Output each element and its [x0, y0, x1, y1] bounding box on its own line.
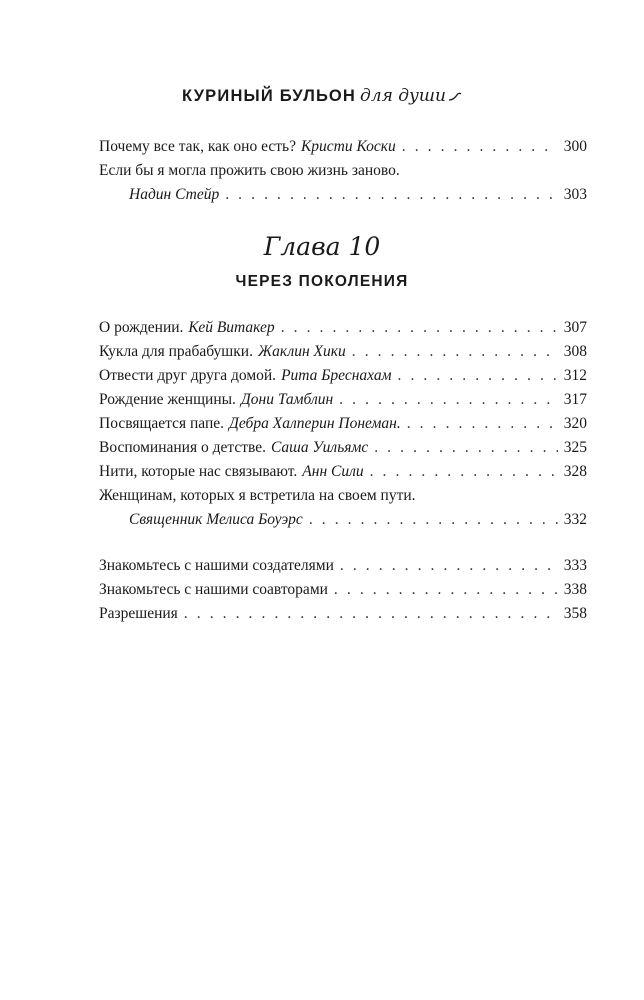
entry-page: 317 [563, 391, 587, 408]
entry-title: Почему все так, как оно есть? [99, 138, 296, 155]
toc-section-chapter [99, 316, 587, 532]
leader-dots [281, 316, 558, 340]
entry-page: 325 [563, 439, 587, 456]
entry-title: Воспоминания о детстве. [99, 439, 266, 456]
toc-section-top [99, 135, 587, 207]
entry-title: Кукла для прабабушки. [99, 343, 253, 360]
leader-dots [309, 508, 558, 532]
entry-author: Кей Витакер [188, 319, 275, 336]
leader-dots [407, 412, 558, 436]
entry-title: Женщинам, которых я встретила на своем пути. [99, 487, 416, 504]
leader-dots [398, 364, 558, 388]
entry-title: Отвести друг друга домой. [99, 367, 277, 384]
toc-entry-continuation[interactable] [99, 183, 587, 207]
entry-author: Священник Мелиса Боуэрс [129, 511, 303, 528]
entry-author: Надин Стейр [129, 186, 220, 203]
leader-dots [225, 183, 558, 207]
leader-dots [334, 578, 558, 602]
entry-page: 358 [563, 605, 587, 622]
leader-dots [374, 436, 558, 460]
entry-page: 307 [563, 319, 587, 336]
entry-author: Анн Сили [302, 463, 364, 480]
entry-title: Знакомьтесь с нашими создателями [99, 557, 334, 574]
toc-entry[interactable] [99, 484, 587, 508]
leader-dots [370, 460, 558, 484]
toc-entry[interactable] [99, 159, 587, 183]
toc-entry[interactable] [99, 436, 587, 460]
entry-title: Если бы я могла прожить свою жизнь заново. [99, 162, 400, 179]
entry-page: 328 [563, 463, 587, 480]
entry-page: 312 [563, 367, 587, 384]
entry-author: Жаклин Хики [257, 343, 346, 360]
entry-page: 308 [563, 343, 587, 360]
entry-author: Рита Бреснахам [281, 367, 392, 384]
entry-author: Саша Уильямс [270, 439, 369, 456]
entry-page: 338 [563, 581, 587, 598]
chapter-label: Глава 10 [263, 232, 381, 261]
chapter-title: ЧЕРЕЗ ПОКОЛЕНИЯ [235, 273, 409, 290]
entry-title: Посвящается папе. [99, 415, 225, 432]
toc-entry[interactable] [99, 388, 587, 412]
toc-entry[interactable] [99, 364, 587, 388]
entry-author: Кристи Коски [300, 138, 396, 155]
leader-dots [402, 135, 558, 159]
toc-entry[interactable] [99, 554, 587, 578]
toc-entry[interactable] [99, 602, 587, 626]
toc-entry[interactable] [99, 460, 587, 484]
flourish-icon [448, 91, 462, 103]
toc-entry[interactable] [99, 316, 587, 340]
toc-entry-continuation[interactable] [99, 508, 587, 532]
leader-dots [339, 388, 558, 412]
entry-title: Нити, которые нас связывают. [99, 463, 298, 480]
entry-page: 300 [563, 138, 587, 155]
running-head-title: КУРИНЫЙ БУЛЬОН [182, 87, 357, 105]
entry-page: 320 [563, 415, 587, 432]
running-head-script: для души [360, 86, 446, 106]
leader-dots [340, 554, 558, 578]
entry-title: Знакомьтесь с нашими соавторами [99, 581, 328, 598]
leader-dots [184, 602, 558, 626]
entry-title: Разрешения [99, 605, 178, 622]
toc-entry[interactable] [99, 412, 587, 436]
toc-section-back [99, 554, 587, 626]
entry-title: Рождение женщины. [99, 391, 236, 408]
entry-page: 333 [563, 557, 587, 574]
toc-entry[interactable] [99, 135, 587, 159]
toc-entry[interactable] [99, 340, 587, 364]
entry-page: 332 [563, 511, 587, 528]
entry-title: О рождении. [99, 319, 184, 336]
running-head [0, 86, 644, 106]
entry-author: Дони Тамблин [240, 391, 334, 408]
entry-page: 303 [563, 186, 587, 203]
entry-author: Дебра Халперин Понеман. [229, 415, 401, 432]
toc-entry[interactable] [99, 578, 587, 602]
leader-dots [352, 340, 558, 364]
